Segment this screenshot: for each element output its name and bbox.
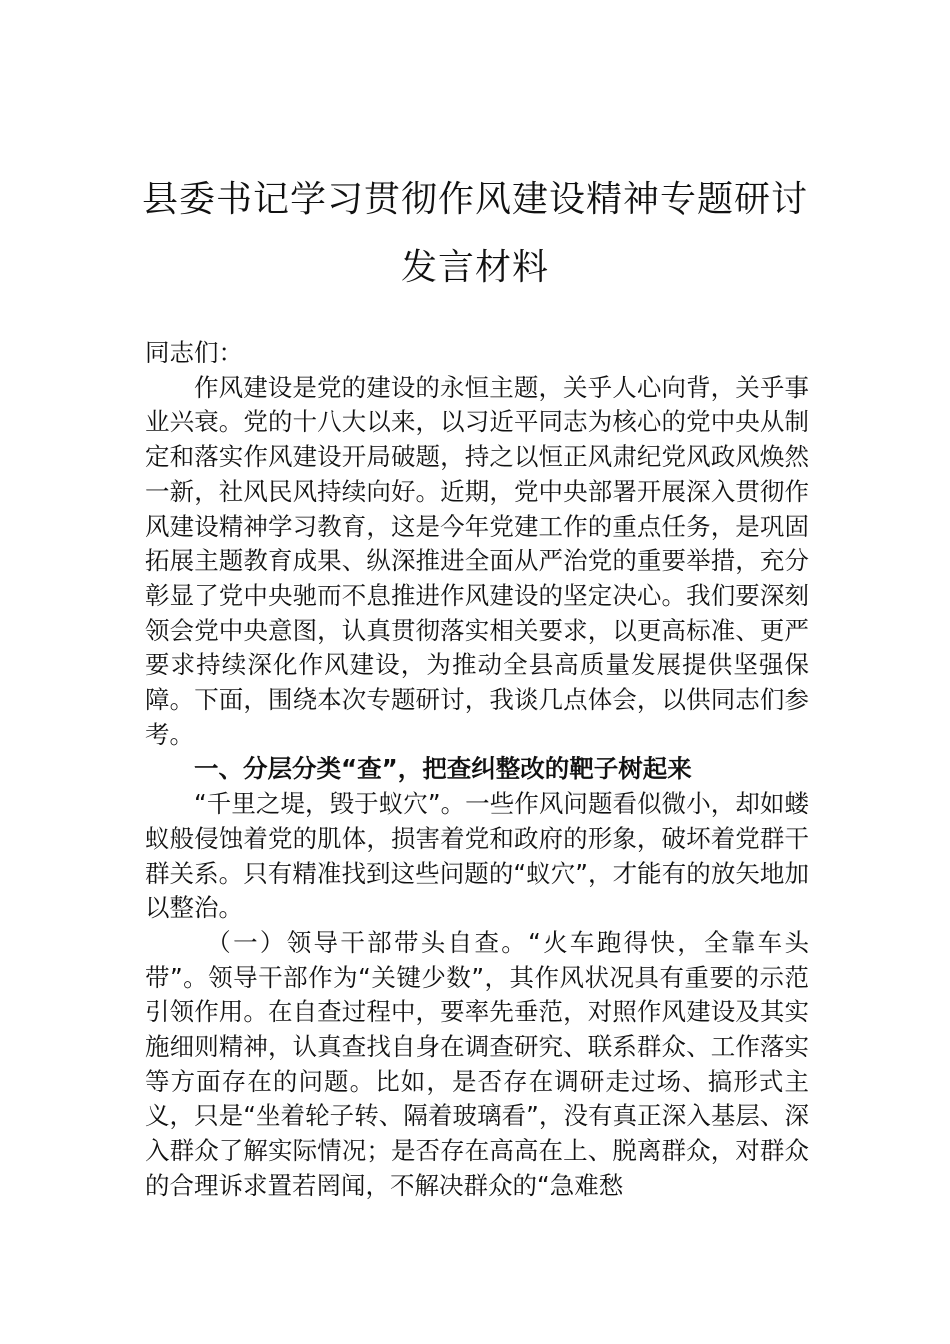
- section1-paragraph: “千里之堤，毁于蚁穴”。一些作风问题看似微小，却如蝼蚁般侵蚀着党的肌体，损害着党和政府的形象，破坏着党群干群关系。只有精准找到这些问题的“蚁穴”，才能有的放矢地加以整治。: [145, 789, 809, 923]
- section-heading-1: 一、分层分类“查”，把查纠整改的靶子树起来: [194, 754, 692, 784]
- document-title-line2: 发言材料: [400, 247, 549, 288]
- intro-paragraph: 作风建设是党的建设的永恒主题，关乎人心向背，关乎事业兴衰。党的十八大以来，以习近平同志为核心的党中央从制定和落实作风建设开局破题，持之以恒正风肃纪党风政风焕然一新，社风民风持续向好。近期，党中央部署开展深入贯彻作风建设精神学习教育，这是今年党建工作的重点任务，是巩固拓展主题教育成果、纵深推进全面从严治党的重要举措，充分彰显了党中央驰而不息推进作风建设的坚定决心。我们要深刻领会党中央意图，认真贯彻落实相关要求，以更高标准、更严要求持续深化作风建设，为推动全县高质量发展提供坚强保障。下面，围绕本次专题研讨，我谈几点体会，以供同志们参考。: [145, 372, 809, 749]
- salutation: 同志们：: [145, 338, 243, 367]
- subsection1-paragraph: （一）领导干部带头自查。“火车跑得快，全靠车头带”。领导干部作为“关键少数”，其作风状况具有重要的示范引领作用。在自查过程中，要率先垂范，对照作风建设及其实施细则精神，认真查找自身在调查研究、联系群众、工作落实等方面存在的问题。比如，是否存在调研走过场、搞形式主义，只是“坐着轮子转、隔着玻璃看”，没有真正深入基层、深入群众了解实际情况；是否存在高高在上、脱离群众，对群众的合理诉求置若罔闻，不解决群众的“急难愁: [145, 927, 809, 1200]
- document-title-line1: 县委书记学习贯彻作风建设精神专题研讨: [141, 179, 808, 220]
- document-body: [145, 336, 809, 1204]
